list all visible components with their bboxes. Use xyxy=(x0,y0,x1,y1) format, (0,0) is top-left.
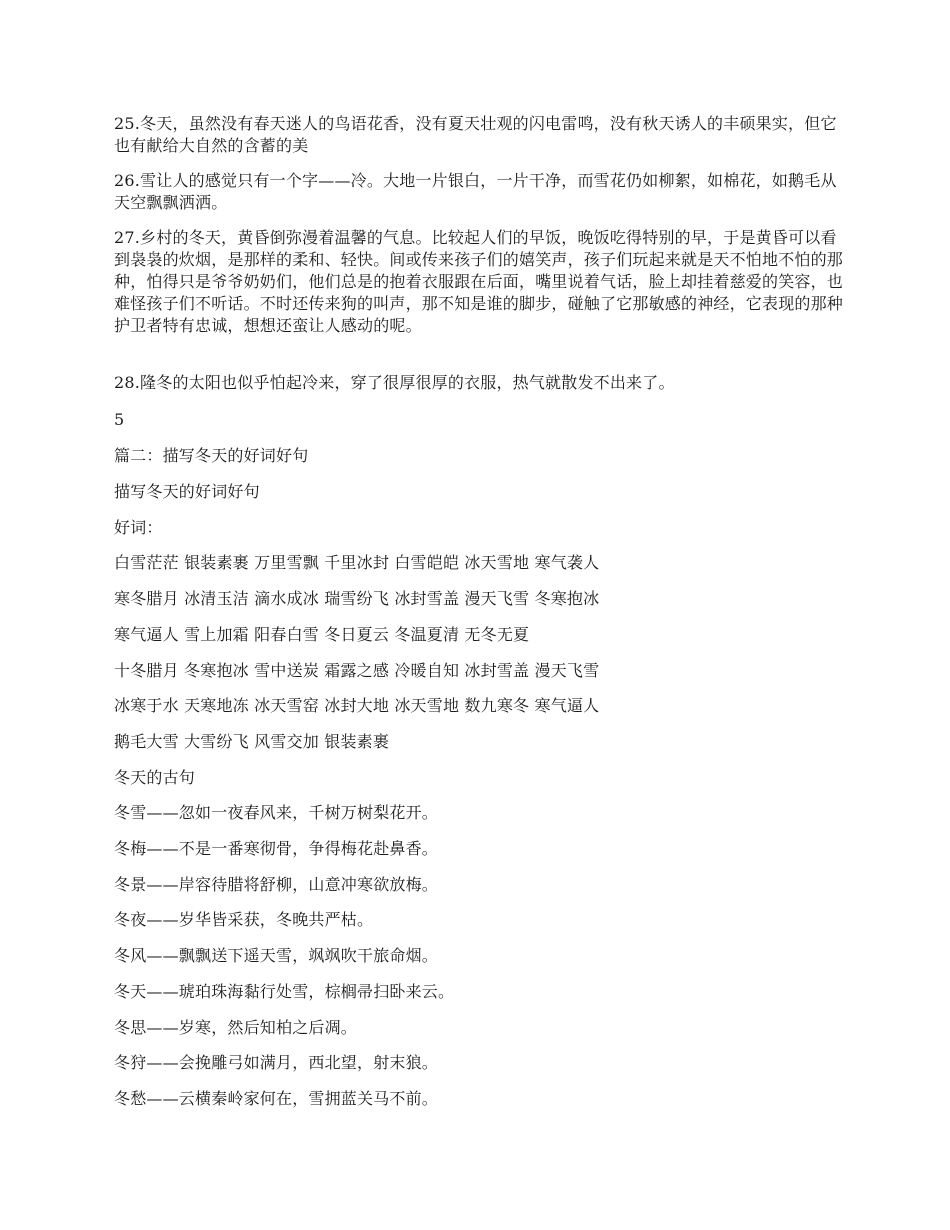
ancient-line: 冬景——岸容待腊将舒柳，山意冲寒欲放梅。 xyxy=(114,875,439,894)
paragraph-26: 26.雪让人的感觉只有一个字——冷。大地一片银白，一片干净，而雪花仍如柳絮，如棉花，如鹅毛从天空飘飘洒洒。 xyxy=(114,171,837,212)
good-words-line: 寒冬腊月 冰清玉洁 滴水成冰 瑞雪纷飞 冰封雪盖 漫天飞雪 冬寒抱冰 xyxy=(114,589,600,608)
good-words-line: 冰寒于水 天寒地冻 冰天雪窑 冰封大地 冰天雪地 数九寒冬 寒气逼人 xyxy=(114,696,600,715)
ancient-line: 冬雪——忽如一夜春风来，千树万树梨花开。 xyxy=(114,803,439,822)
ancient-line: 冬风——飘飘送下遥天雪，飒飒吹干旅命烟。 xyxy=(114,946,439,965)
good-words-line: 十冬腊月 冬寒抱冰 雪中送炭 霜露之感 冷暖自知 冰封雪盖 漫天飞雪 xyxy=(114,661,600,680)
paragraph-25: 25.冬天，虽然没有春天迷人的鸟语花香，没有夏天壮观的闪电雷鸣，没有秋天诱人的丰硕果实，但它也有献给大自然的含蓄的美 xyxy=(114,114,837,155)
ancient-line: 冬夜——岁华皆采获，冬晚共严枯。 xyxy=(114,910,374,929)
page-number: 5 xyxy=(114,410,125,429)
ancient-lines-label: 冬天的古句 xyxy=(114,768,196,787)
good-words-label: 好词： xyxy=(114,518,163,537)
ancient-line: 冬思——岁寒，然后知柏之后凋。 xyxy=(114,1018,358,1037)
ancient-line: 冬梅——不是一番寒彻骨，争得梅花赴鼻香。 xyxy=(114,839,439,858)
section-heading: 篇二：描写冬天的好词好句 xyxy=(114,446,309,465)
ancient-line: 冬愁——云横秦岭家何在，雪拥蓝关马不前。 xyxy=(114,1089,439,1108)
good-words-line: 鹅毛大雪 大雪纷飞 风雪交加 银装素裹 xyxy=(114,732,390,751)
good-words-line: 白雪茫茫 银装素裹 万里雪飘 千里冰封 白雪皑皑 冰天雪地 寒气袭人 xyxy=(114,553,600,572)
good-words-line: 寒气逼人 雪上加霜 阳春白雪 冬日夏云 冬温夏清 无冬无夏 xyxy=(114,625,530,644)
ancient-line: 冬狩——会挽雕弓如满月，西北望，射末狼。 xyxy=(114,1053,439,1072)
paragraph-27: 27.乡村的冬天，黄昏倒弥漫着温馨的气息。比较起人们的早饭，晚饭吃得特别的早，于是黄昏可以看到袅袅的炊烟，是那样的柔和、轻快。间或传来孩子们的嬉笑声，孩子们玩起来就是天不怕地不怕的那种，怕得只是爷爷奶奶们，他们总是的抱着衣服跟在后面，嘴里说着气话，脸上却挂着慈爱的笑容，也难怪孩子们不听话。不时还传来狗的叫声，那不知是谁的脚步，碰触了它那敏感的神经，它表现的那种护卫者特有忠诚，想想还蛮让人感动的呢。 xyxy=(114,228,844,335)
ancient-line: 冬天——琥珀珠海黏行处雪，棕榈帚扫卧来云。 xyxy=(114,982,455,1001)
paragraph-28: 28.隆冬的太阳也似乎怕起冷来，穿了很厚很厚的衣服，热气就散发不出来了。 xyxy=(114,373,675,392)
subtitle: 描写冬天的好词好句 xyxy=(114,482,260,501)
